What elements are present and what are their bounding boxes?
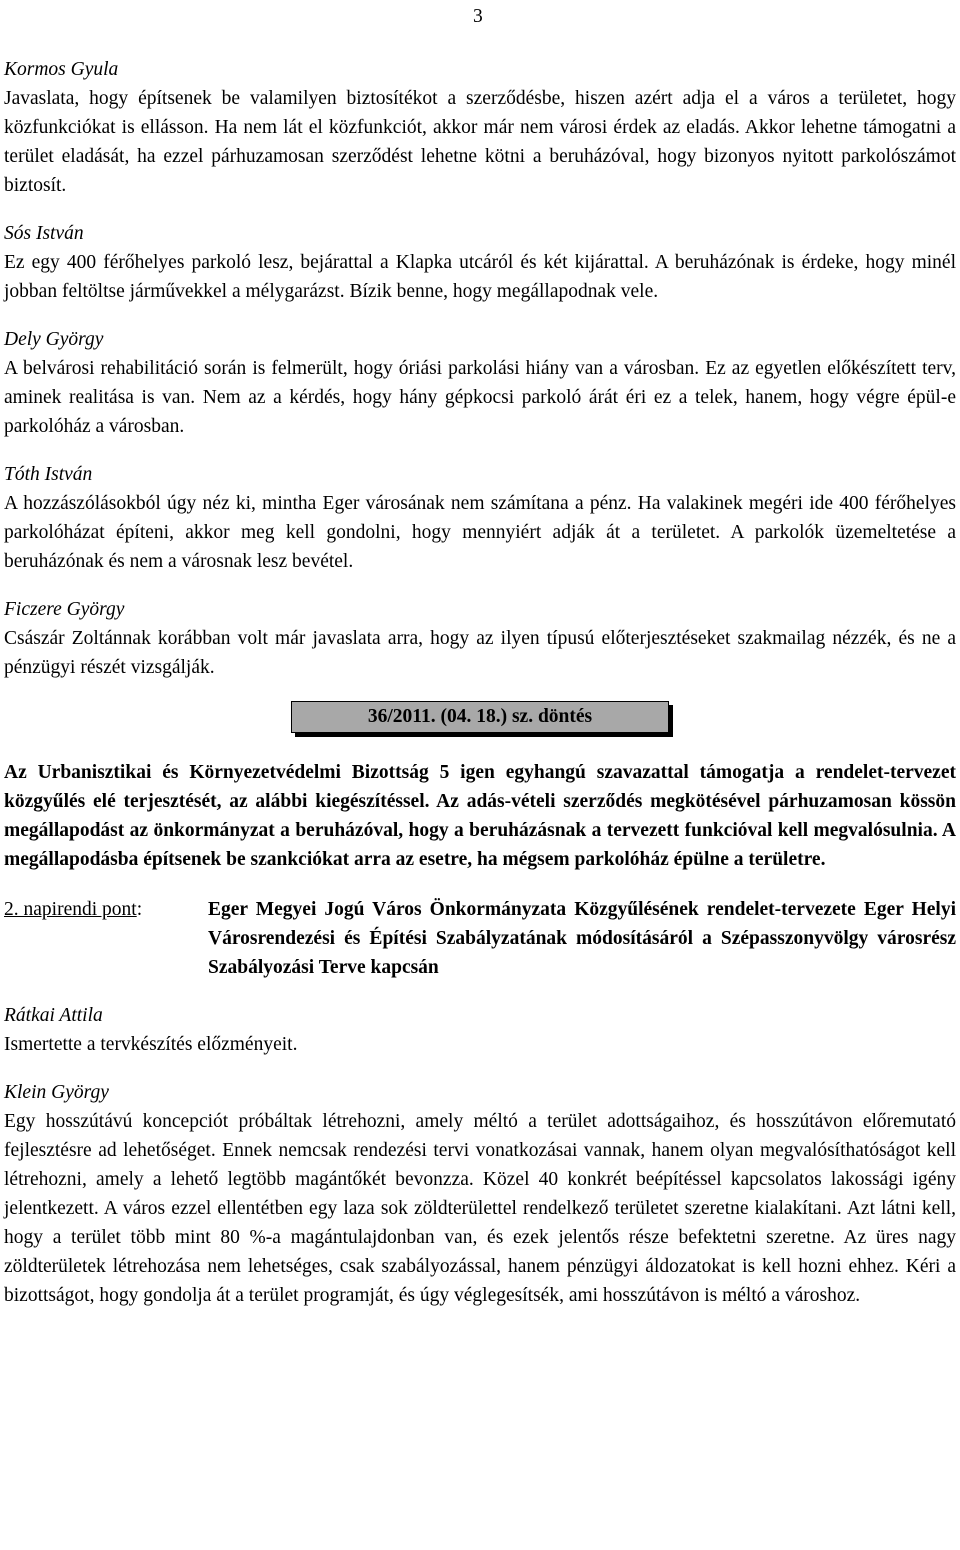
comment-text: Ismertette a tervkészítés előzményeit.: [4, 1034, 298, 1055]
agenda-label: [4, 895, 208, 982]
decision-header: [4, 701, 956, 745]
comment-entry: [4, 460, 956, 576]
comment-text: A hozzászólásokból úgy néz ki, mintha Eger városának nem számítana a pénz. Ha valakinek megéri ide 400 férőhelyes parkolóházat építeni, akkor meg kell gondolni, hogy mennyiért adják át a területet. A parkolók üzemeltetése a beruházónak és nem a városnak lesz bevétel.: [4, 493, 956, 572]
agenda-number: 2. napirendi pont: [4, 899, 137, 920]
speaker-name: Kormos Gyula: [4, 59, 119, 80]
comment-text: Császár Zoltánnak korábban volt már javaslata arra, hogy az ilyen típusú előterjesztéseket szakmailag nézzék, és ne a pénzügyi részét vizsgálják.: [4, 628, 956, 678]
comment-entry: [4, 55, 956, 200]
speaker-name: Rátkai Attila: [4, 1005, 103, 1026]
speaker-name: Sós István: [4, 223, 84, 244]
page-number: 3: [473, 6, 483, 27]
agenda-title: Eger Megyei Jogú Város Önkormányzata Közgyűlésének rendelet-tervezete Eger Helyi Városrendezési és Építési Szabályzatának módosításáról a Szépasszonyvölgy városrész Szabályozási Terve kapcsán: [208, 899, 956, 978]
comment-entry: [4, 1001, 956, 1059]
comment-text: A belvárosi rehabilitáció során is felmerült, hogy óriási parkolási hiány van a városban. Ez az egyetlen előkészített terv, aminek realitása is van. Nem az a kérdés, hogy hány gépkocsi parkoló árát éri ez a telek, hanem, hogy végre épül-e parkolóház a városban.: [4, 358, 956, 437]
agenda-item: [4, 895, 956, 982]
comment-entry: [4, 595, 956, 682]
comment-entry: [4, 325, 956, 441]
speaker-name: Ficzere György: [4, 599, 125, 620]
comment-text: Egy hosszútávú koncepciót próbáltak létrehozni, amely méltó a terület adottságaihoz, és hosszútávon előremutató fejlesztésre ad lehetőséget. Ennek nemcsak rendezési tervi vonatkozásai vannak, hanem olyan megvalósíthatóságot kell létrehozni, amely a lehető legtöbb magántőkét bevonzza. Közel 40 konkrét beépítéssel kapcsolatos lakossági igény jelentkezett. A város ezzel ellentétben egy laza sok zöldterülettel rendelkező területet szeretne kialakítani. Azt látni kell, hogy a terület több mint 80 %-a magántulajdonban van, és ezek jelentős része befektetni szeretne. Az üres nagy zöldterületek létrehozása nem lehetséges, csak szabályozással, hanem pénzügyi áldozatokat is kell hozni ehhez. Kéri a bizottságot, hogy gondolja át a terület programját, és úgy véglegesítsék, ami hosszútávon is méltó a városhoz.: [4, 1111, 956, 1306]
document-body: [4, 55, 956, 1329]
speaker-name: Tóth István: [4, 464, 93, 485]
speaker-name: Klein György: [4, 1082, 109, 1103]
comment-entry: [4, 219, 956, 306]
comment-text: Ez egy 400 férőhelyes parkoló lesz, bejárattal a Klapka utcáról és két kijárattal. A beruházónak is érdeke, hogy minél jobban feltöltse járművekkel a mélygarázst. Bízik benne, hogy megállapodnak vele.: [4, 252, 956, 302]
decision-label: 36/2011. (04. 18.) sz. döntés: [291, 701, 669, 733]
comment-text: Javaslata, hogy építsenek be valamilyen biztosítékot a szerződésbe, hiszen azért adja el a város a területet, hogy közfunkciókat is ellásson. Ha nem lát el közfunkciót, akkor már nem városi érdek az eladás. Akkor lehetne támogatni a terület eladását, ha ezzel párhuzamosan szerződést lehetne kötni a beruházóval, hogy bizonyos nyitott parkolószámot biztosít.: [4, 88, 956, 196]
comment-entry: [4, 1078, 956, 1310]
speaker-name: Dely György: [4, 329, 104, 350]
agenda-colon: :: [136, 899, 143, 920]
decision-resolution: Az Urbanisztikai és Környezetvédelmi Bizottság 5 igen egyhangú szavazattal támogatja a rendelet-tervezet közgyűlés elé terjesztését, az alábbi kiegészítéssel. Az adás-vételi szerződés megkötésével párhuzamosan kössön megállapodást az önkormányzat a beruházóval, hogy a beruházásnak a tervezett funkcióval kell megvalósulnia. A megállapodásba építsenek be szankciókat arra az esetre, ha mégsem parkolóház épülne a területre.: [4, 762, 956, 870]
